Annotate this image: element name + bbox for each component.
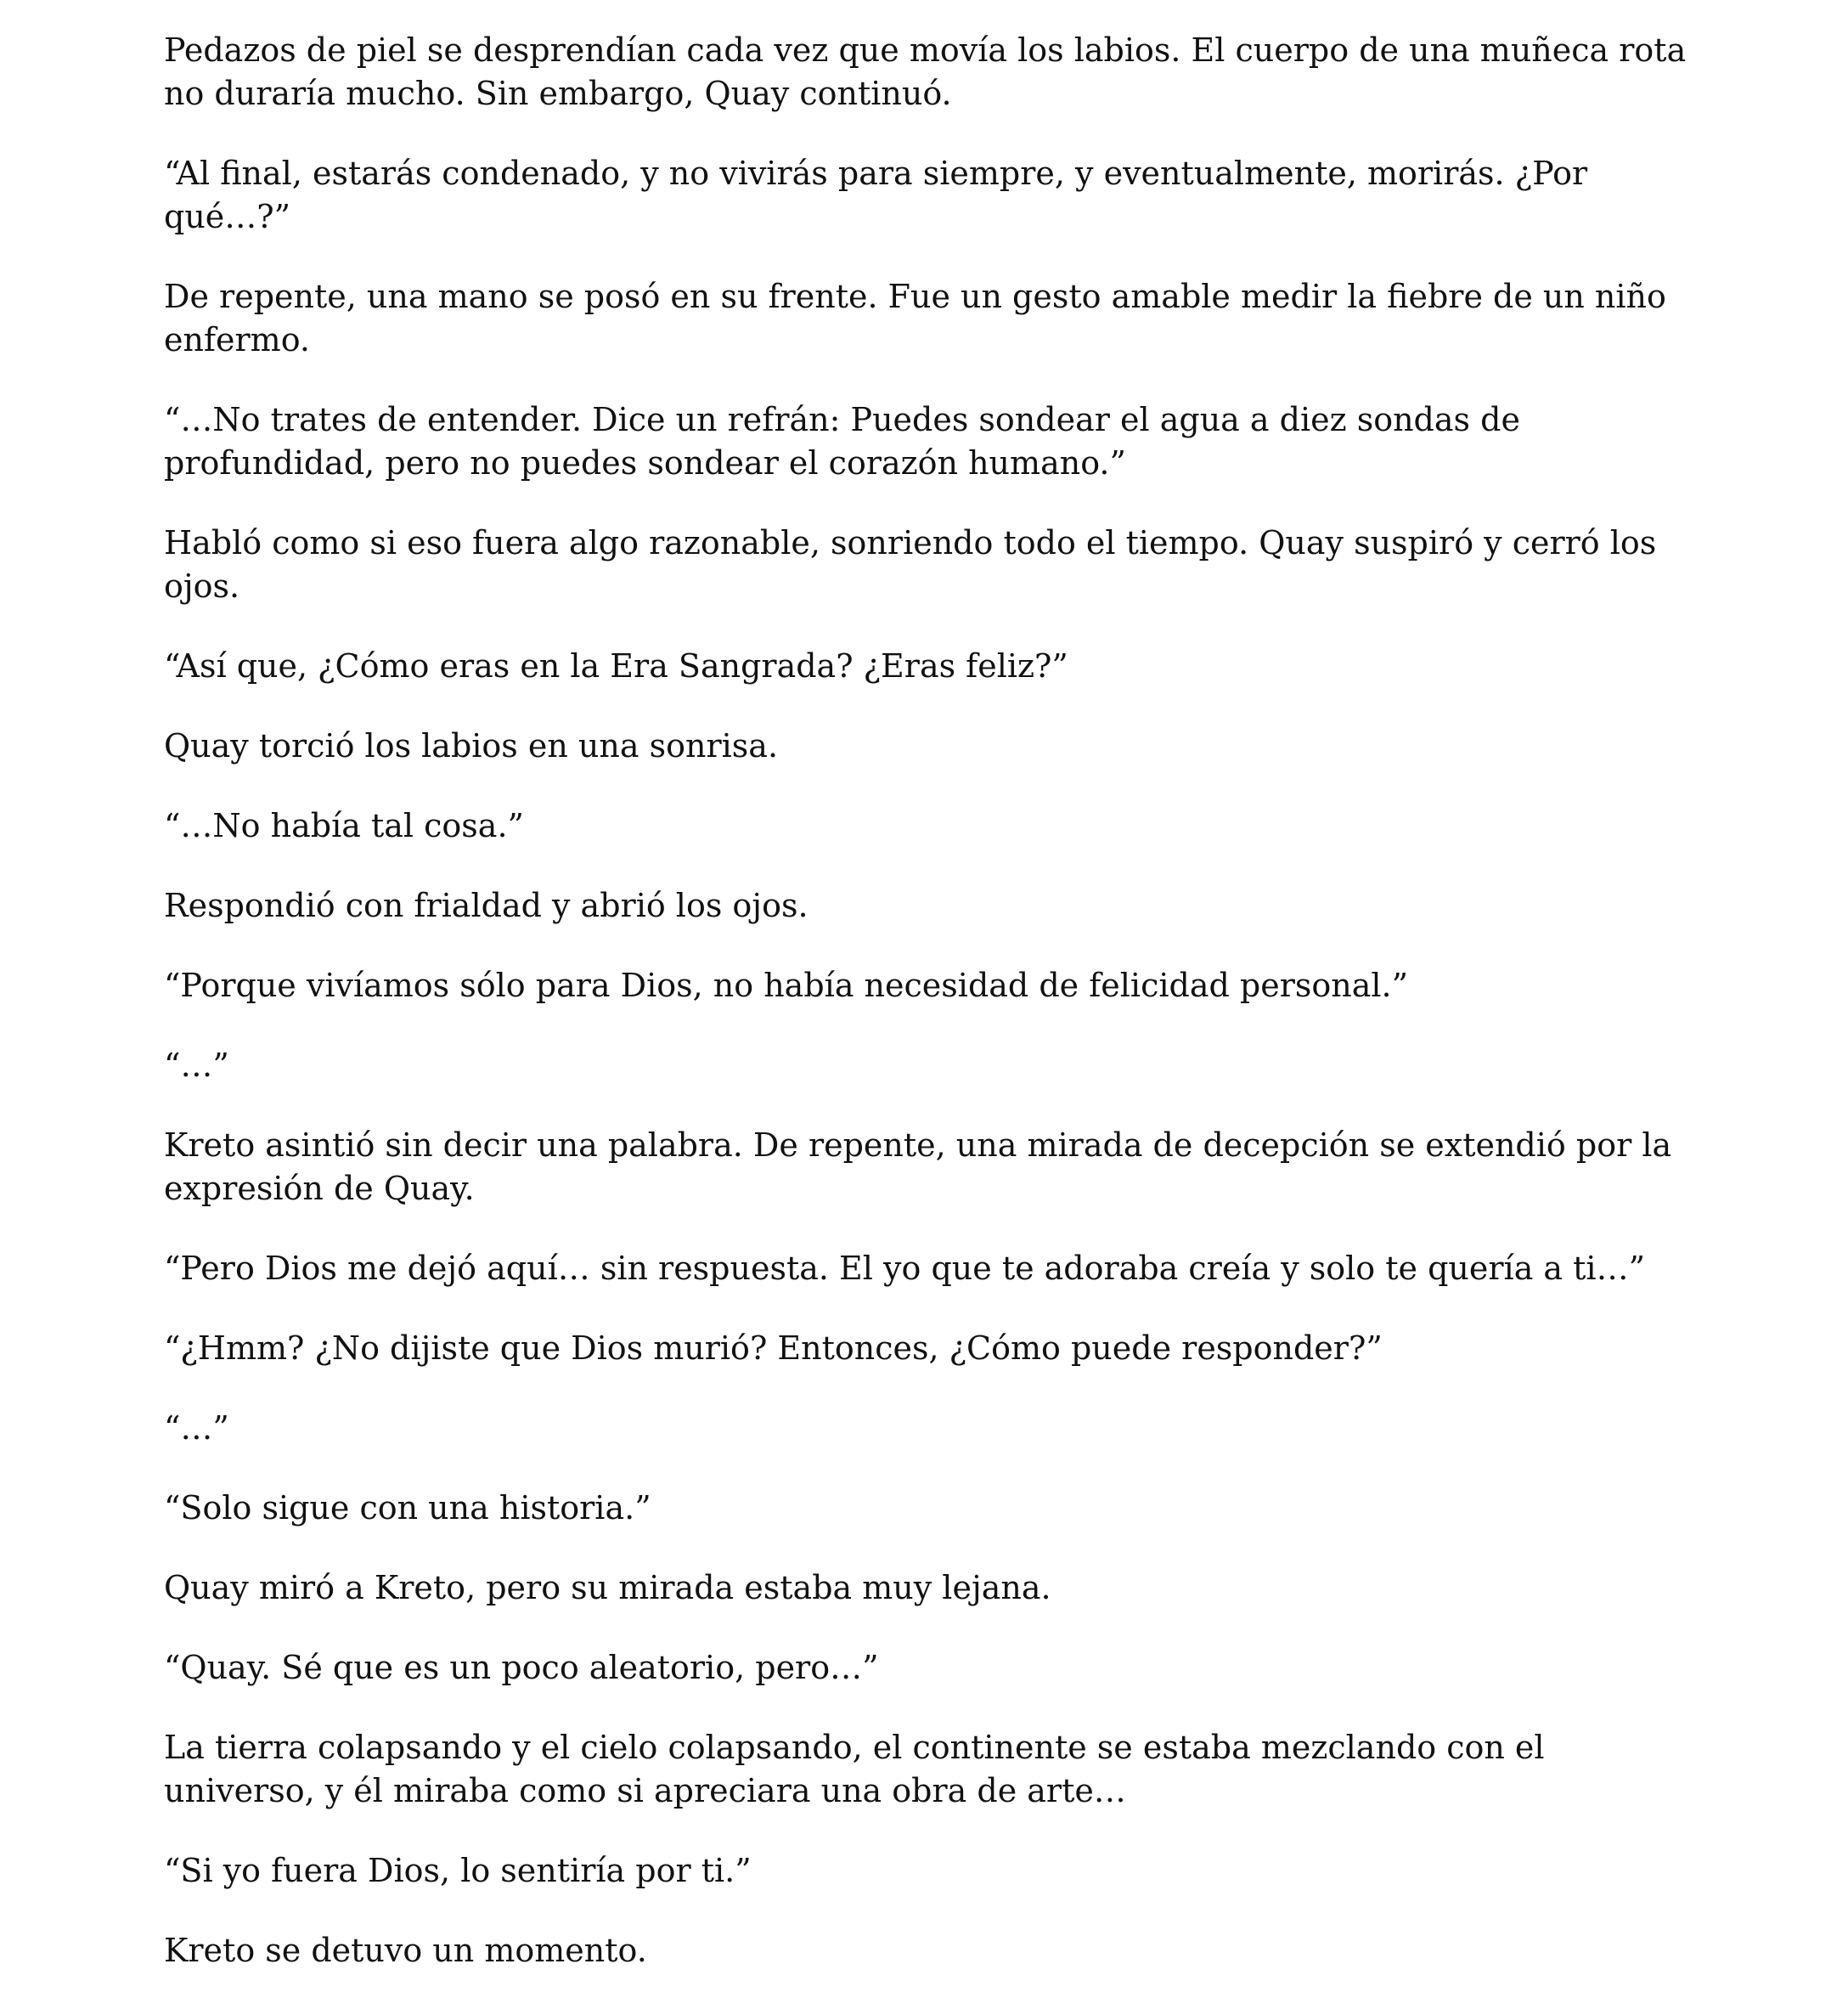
- paragraph-21: Kreto se detuvo un momento.: [164, 1932, 647, 1969]
- paragraph-2: “Al final, estarás condenado, y no vivirás para siempre, y eventualmente, morirás. ¿Por qué…?”: [164, 155, 1588, 235]
- paragraph-10: “Porque vivíamos sólo para Dios, no había necesidad de felicidad personal.”: [164, 967, 1409, 1004]
- document-page: [164, 29, 1693, 2009]
- paragraph-6: “Así que, ¿Cómo eras en la Era Sangrada? ¿Eras feliz?”: [164, 647, 1068, 685]
- paragraph-19: La tierra colapsando y el cielo colapsando, el continente se estaba mezclando con el universo, y él miraba como si apreciara una obra de arte…: [164, 1729, 1545, 1809]
- paragraph-13: “Pero Dios me dejó aquí… sin respuesta. El yo que te adoraba creía y solo te quería a ti…”: [164, 1250, 1646, 1287]
- paragraph-3: De repente, una mano se posó en su frente. Fue un gesto amable medir la fiebre de un niño enfermo.: [164, 278, 1666, 358]
- paragraph-8: “…No había tal cosa.”: [164, 807, 524, 844]
- paragraph-7: Quay torció los labios en una sonrisa.: [164, 727, 779, 765]
- paragraph-16: “Solo sigue con una historia.”: [164, 1489, 651, 1527]
- paragraph-11: “…”: [164, 1047, 229, 1084]
- paragraph-12: Kreto asintió sin decir una palabra. De repente, una mirada de decepción se extendió por la expresión de Quay.: [164, 1126, 1672, 1207]
- paragraph-14: “¿Hmm? ¿No dijiste que Dios murió? Entonces, ¿Cómo puede responder?”: [164, 1329, 1383, 1367]
- paragraph-18: “Quay. Sé que es un poco aleatorio, pero…”: [164, 1649, 879, 1686]
- paragraph-15: “…”: [164, 1409, 229, 1447]
- paragraph-4: “…No trates de entender. Dice un refrán: Puedes sondear el agua a diez sondas de profundidad, pero no puedes sondear el corazón humano.”: [164, 401, 1520, 482]
- paragraph-20: “Si yo fuera Dios, lo sentiría por ti.”: [164, 1852, 752, 1889]
- paragraph-5: Habló como si eso fuera algo razonable, sonriendo todo el tiempo. Quay suspiró y cerró los ojos.: [164, 524, 1657, 605]
- paragraph-9: Respondió con frialdad y abrió los ojos.: [164, 887, 808, 924]
- paragraph-17: Quay miró a Kreto, pero su mirada estaba muy lejana.: [164, 1569, 1051, 1606]
- paragraph-1: Pedazos de piel se desprendían cada vez que movía los labios. El cuerpo de una muñeca rota no duraría mucho. Sin embargo, Quay continuó.: [164, 31, 1687, 112]
